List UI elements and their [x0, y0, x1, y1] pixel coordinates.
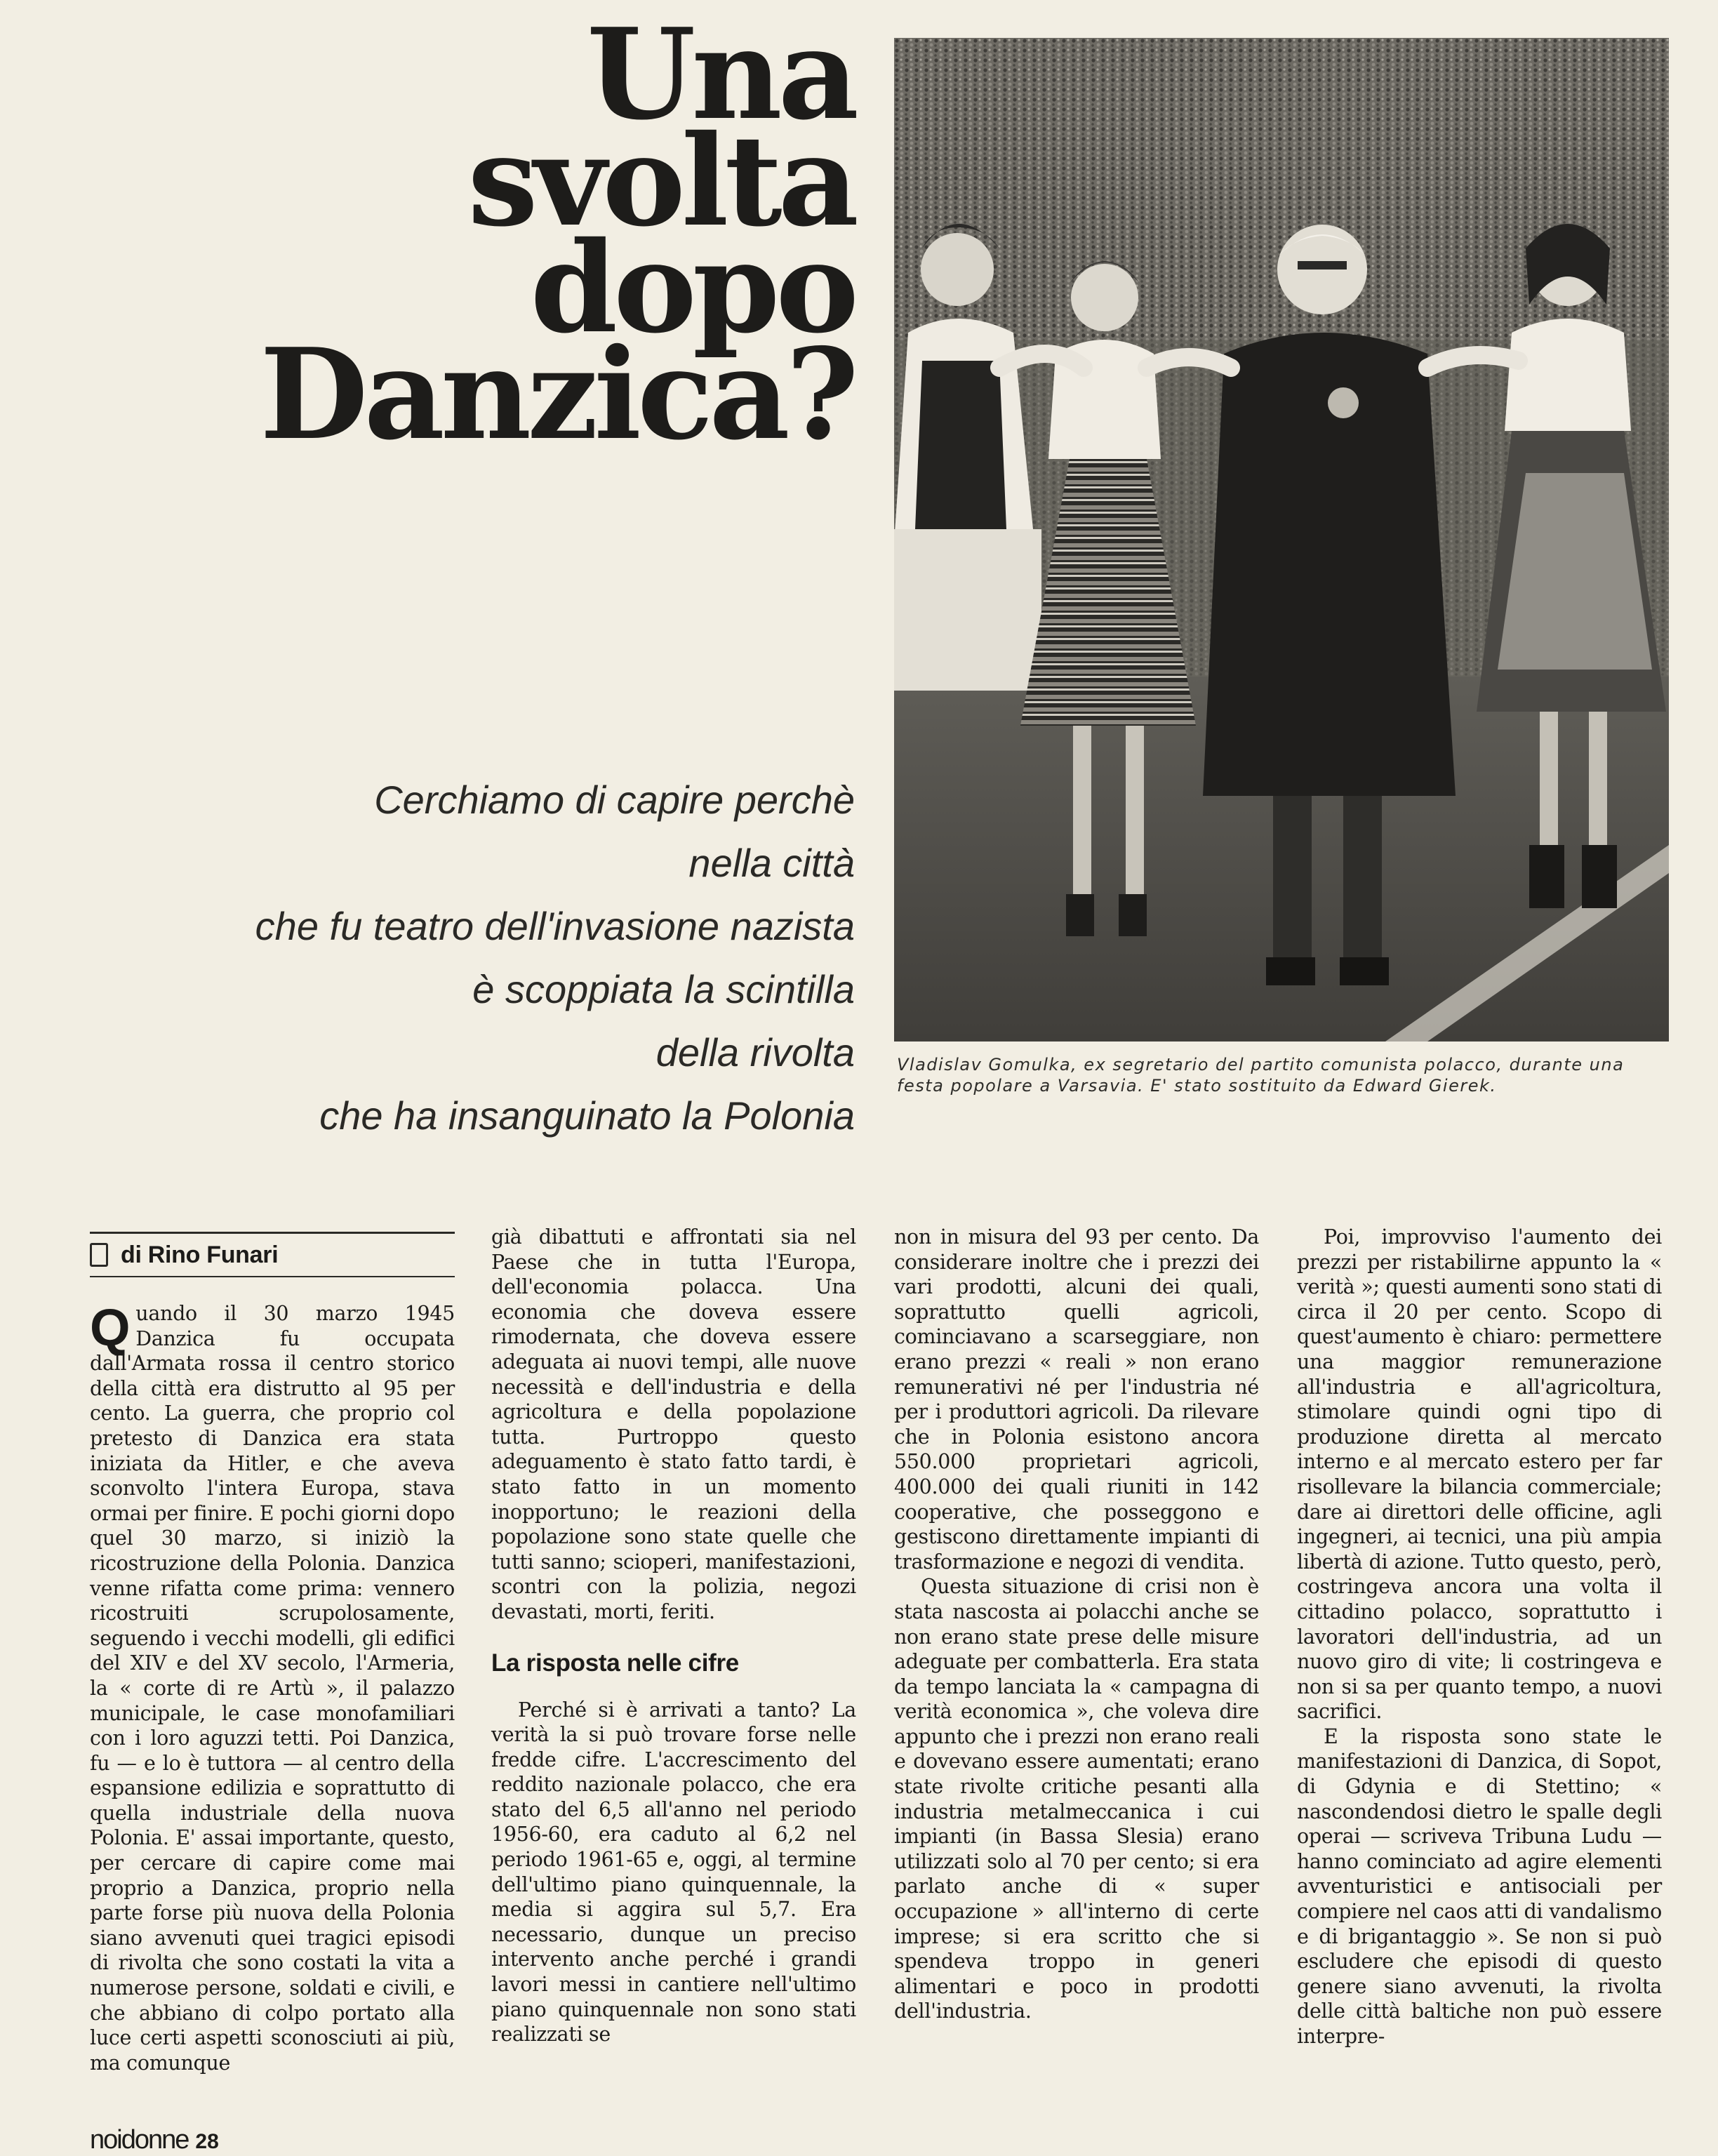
article-paragraph: Questa situazione di crisi non è stata nascosta ai polacchi anche se non erano state prese delle misure adeguate per combatterla. Era stata da tempo lanciata la « campagna di verità economica », che voleva dire appunto che i prezzi non erano reali e dovevano essere aumentati; erano state rivolte critiche pesanti alla industria metalmeccanica i cui impianti (in Bassa Slesia) erano utilizzati solo al 70 per cento; si era parlato anche di « super occupazione » all'interno di certe imprese; si era scritto che si spendeva troppo in generi alimentari e poco in prodotti dell'industria.: [894, 1575, 1259, 2023]
page-number: 28: [195, 2130, 219, 2153]
standfirst-line-1: Cerchiamo di capire perchè: [374, 778, 855, 822]
headline-line-2: svolta: [467, 107, 855, 254]
article-column-3: [894, 1225, 1259, 2024]
standfirst: [83, 768, 855, 1147]
article-column-4: [1297, 1225, 1662, 2049]
standfirst-line-2: nella città: [688, 841, 855, 885]
byline: [90, 1234, 455, 1276]
article-paragraph: [90, 1298, 455, 2075]
article-paragraph-text: uando il 30 marzo 1945 Danzica fu occupata dall'Armata rossa il centro storico della città era distrutto al 95 per cento. La guerra, che proprio col pretesto di Danzica era stata iniziata da Hitler, e che aveva sconvolto l'intera Europa, stava ormai per finire. E pochi giorni dopo quel 30 marzo, si iniziò la ricostruzione della Polonia. Danzica venne rifatta come prima: vennero ricostruiti scrupolosamente, seguendo i vecchi modelli, gli edifici del XIV e del XV secolo, l'Armeria, la « corte di re Artù », il palazzo municipale, le case monofamiliari con i loro aguzzi tetti. Poi Danzica, fu — e lo è tuttora — al centro della espansione edilizia e soprattutto di quella industriale della nuova Polonia. E' assai importante, questo, per cercare di capire come mai proprio a Danzica, proprio nella parte forse più nuova della Polonia siano avvenuti quei tragici episodi di rivolta che sono costati la vita a numerose persone, soldati e civili, e che abbiano di colpo portato alla luce certi aspetti sconosciuti ai più, ma comunque: [90, 1302, 455, 2075]
photo-caption: Vladislav Gomulka, ex segretario del partito comunista polacco, durante una festa popolare a Varsavia. E' stato sostituito da Edward Gierek.: [897, 1055, 1625, 1096]
headline-line-4: Danzica?: [260, 321, 855, 467]
byline-text: di Rino Funari: [121, 1242, 279, 1268]
standfirst-line-6: che ha insanguinato la Polonia: [319, 1093, 855, 1138]
square-bullet-icon: [90, 1243, 108, 1267]
page-footer: [90, 2125, 219, 2155]
article-column-2: [491, 1225, 856, 2047]
drop-cap: Q: [90, 1298, 131, 1357]
article-subheading: La risposta nelle cifre: [491, 1649, 739, 1677]
standfirst-line-3: che fu teatro dell'invasione nazista: [255, 904, 855, 948]
article-paragraph: Perché si è arrivati a tanto? La verità la si può trovare forse nelle fredde cifre. L'accrescimento del reddito nazionale polacco, che era stato del 6,5 all'anno nel periodo 1956-60, era caduto al 6,2 nel periodo 1961-65 e, oggi, al termine dell'ultimo piano quinquennale, la media si aggira sul 5,7. Era necessario, dunque un preciso intervento anche perché i grandi lavori messi in cantiere nell'ultimo piano quinquennale non sono stati realizzati se: [491, 1698, 856, 2047]
headline-line-3: dopo: [530, 214, 855, 361]
article-column-1: [90, 1225, 455, 2075]
byline-rule-bottom: [90, 1276, 455, 1277]
article-paragraph: non in misura del 93 per cento. Da considerare inoltre che i prezzi dei vari prodotti, alcuni dei quali, soprattutto quelli agricoli, cominciavano a scarseggiare, non erano prezzi « reali » non erano remunerativi né per l'industria né per i produttori agricoli. Da rilevare che in Polonia esistono ancora 550.000 proprietari agricoli, 400.000 dei quali riuniti in 142 cooperative, che posseggono e gestiscono direttamente impianti di trasformazione e negozi di vendita.: [894, 1225, 1259, 1573]
article-paragraph: Poi, improvviso l'aumento dei prezzi per ristabilirne appunto la « verità »; questi aumenti sono stati di circa il 20 per cento. Scopo di quest'aumento è chiaro: permettere una maggior remunerazione all'industria e all'agricoltura, stimolare quindi ogni tipo di produzione diretta al mercato interno e al mercato estero per far risollevare la bilancia commerciale; dare ai direttori delle officine, agli ingegneri, ai tecnici, una più ampia libertà di azione. Tutto questo, però, costringeva ancora una volta il cittadino polacco, soprattutto i lavoratori dell'industria, ad un nuovo giro di vite; li costringeva e non si sa per quanto tempo, a nuovi sacrifici.: [1297, 1225, 1662, 1724]
headline-line-1: Una: [587, 1, 855, 147]
standfirst-line-5: della rivolta: [655, 1030, 855, 1074]
standfirst-line-4: è scoppiata la scintilla: [472, 967, 855, 1011]
magazine-logo: noidonne: [90, 2125, 189, 2155]
article-paragraph: già dibattuti e affrontati sia nel Paese che in tutta l'Europa, dell'economia polacca. Una economia che doveva essere rimodernata, che doveva essere adeguata ai nuovi tempi, alle nuove necessità e dell'industria e della agricoltura e della popolazione tutta. Purtroppo questo adeguamento è stato fatto tardi, è stato fatto in un momento inopportuno; le reazioni della popolazione sono state quelle che tutti sanno; scioperi, manifestazioni, scontri con la polizia, negozi devastati, morti, feriti.: [491, 1225, 856, 1623]
photo-gomulka-festival: [894, 38, 1669, 1042]
article-paragraph: E la risposta sono state le manifestazioni di Danzica, di Sopot, di Gdynia e di Stettino; « nascondendosi dietro le spalle degli operai — scriveva Tribuna Ludu — hanno cominciato ad agire elementi avventuristici e antisociali per compiere nel caos atti di vandalismo e di brigantaggio ». Se non si può escludere che episodi di questo genere siano avvenuti, la rivolta delle città baltiche non può essere interpre-: [1297, 1724, 1662, 2048]
headline: [83, 1, 855, 467]
